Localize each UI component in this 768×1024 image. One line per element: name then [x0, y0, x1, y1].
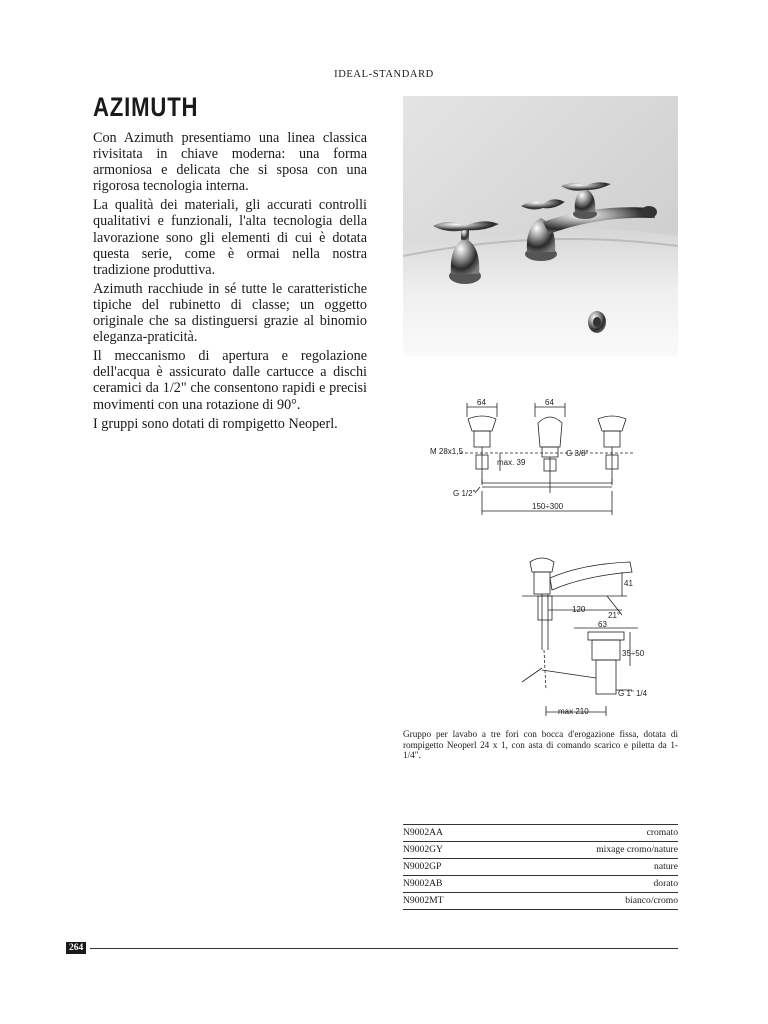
- product-code: N9002AB: [403, 876, 494, 893]
- dim-label: 64: [545, 398, 554, 407]
- dim-label: max 210: [558, 707, 589, 716]
- description-paragraph: Con Azimuth presentiamo una linea classica rivisitata in chiave moderna: una forma armoniosa e delicata che si sposa con una rigorosa tecnologia interna.: [93, 130, 367, 195]
- finish-name: nature: [494, 859, 678, 876]
- dim-label: 35÷50: [622, 649, 645, 658]
- faucet-photo-image: [403, 96, 678, 356]
- table-row: [403, 876, 678, 893]
- side-view-drawing: [512, 550, 662, 725]
- product-code: N9002MT: [403, 893, 494, 910]
- finish-name: bianco/cromo: [494, 893, 678, 910]
- dim-label: 120: [572, 605, 586, 614]
- table-row: [403, 842, 678, 859]
- product-code: N9002GP: [403, 859, 494, 876]
- table-row: [403, 825, 678, 842]
- dim-label: G 1" 1/4: [618, 689, 648, 698]
- finish-name: cromato: [494, 825, 678, 842]
- description-paragraph: Il meccanismo di apertura e regolazione dell'acqua è assicurato dalle cartucce a dischi ceramici da 1/2" che consentono rapidi e precisi movimenti con una rotazione di 90°.: [93, 348, 367, 413]
- finish-name: mixage cromo/nature: [494, 842, 678, 859]
- product-caption: Gruppo per lavabo a tre fori con bocca d'erogazione fissa, dotata di rompigetto Neoperl 24 x 1, con asta di comando scarico e piletta da 1-1/4".: [403, 729, 678, 760]
- table-row: [403, 859, 678, 876]
- front-view-drawing: [420, 395, 650, 525]
- description-paragraph: La qualità dei materiali, gli accurati controlli qualitativi e funzionali, l'alta tecnologia della lavorazione sono gli elementi di cui è dotata questa serie, come è ormai nella nostra tradizione produttiva.: [93, 197, 367, 278]
- description-paragraph: Azimuth racchiude in sé tutte le caratteristiche tipiche del rubinetto di classe; un oggetto originale che sa distinguersi grazie al binomio eleganza-praticità.: [93, 280, 367, 346]
- dim-label: 63: [598, 620, 607, 629]
- finish-name: dorato: [494, 876, 678, 893]
- dim-label: G 3/8": [566, 449, 589, 458]
- product-code: N9002AA: [403, 825, 494, 842]
- dim-label: 64: [477, 398, 486, 407]
- product-description: [93, 130, 367, 435]
- dim-label: G 1/2": [453, 489, 476, 498]
- page-number: 264: [66, 942, 86, 954]
- dim-label: M 28x1,5: [430, 447, 463, 456]
- product-photo: [403, 96, 678, 356]
- dim-label: 150÷300: [532, 502, 564, 511]
- description-paragraph: I gruppi sono dotati di rompigetto Neoperl.: [93, 415, 338, 432]
- product-title: AZIMUTH: [93, 92, 199, 122]
- brand-header: IDEAL-STANDARD: [334, 69, 434, 80]
- dim-label: 41: [624, 579, 633, 588]
- table-row: [403, 893, 678, 910]
- dim-label: max. 39: [497, 458, 526, 467]
- footer-rule: [90, 948, 678, 949]
- dim-label: 21°: [608, 611, 621, 620]
- product-code: N9002GY: [403, 842, 494, 859]
- product-code-table: [403, 824, 678, 910]
